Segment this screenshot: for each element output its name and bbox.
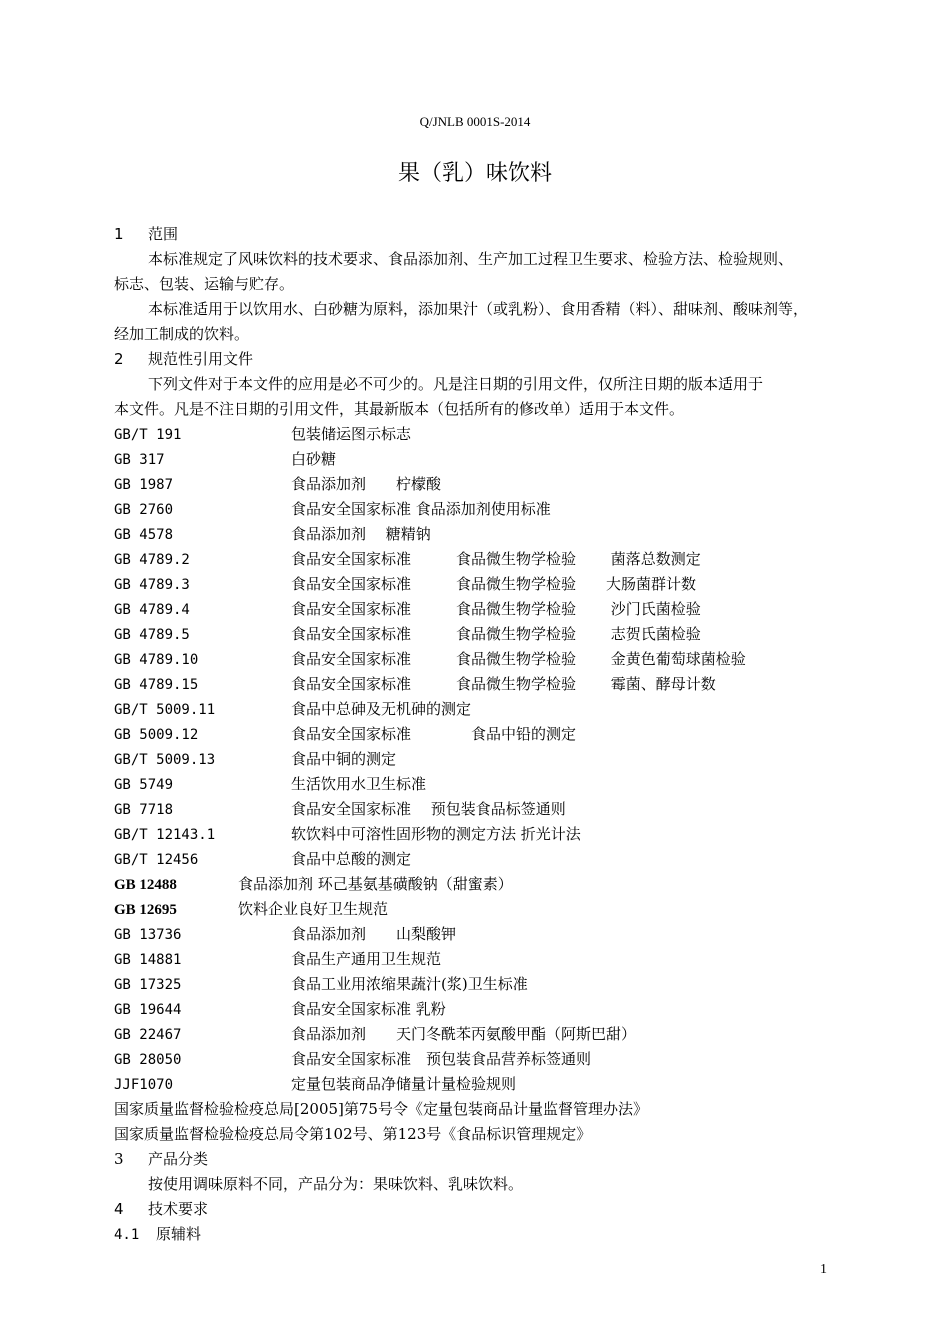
reference-item: [114, 424, 411, 445]
reference-code: GB 5009.12: [114, 727, 199, 743]
page-number: 1: [820, 1262, 827, 1277]
section-4-heading: [114, 1199, 208, 1219]
paragraph: 本文件。凡是不注日期的引用文件，其最新版本（包括所有的修改单）适用于本文件。: [114, 400, 685, 418]
reference-title: 食品安全国家标准 预包装食品标签通则: [291, 800, 566, 818]
reference-code: GB 13736: [114, 927, 182, 943]
reference-title: 食品安全国家标准 食品中铅的测定: [291, 725, 577, 743]
section-number: 4: [114, 1200, 124, 1218]
reference-item: [114, 899, 388, 920]
decree-reference: 国家质量监督检验检疫总局[2005]第75号令《定量包装商品计量监督管理办法》: [114, 1100, 648, 1118]
section-title: 技术要求: [148, 1200, 209, 1218]
reference-item: [114, 799, 566, 820]
reference-item: [114, 924, 456, 945]
section-number: 1: [114, 225, 124, 243]
reference-item: [114, 649, 746, 670]
reference-code: GB/T 191: [114, 427, 182, 443]
reference-title: 包装储运图示标志: [291, 425, 412, 443]
reference-title: 食品添加剂 山梨酸钾: [291, 925, 457, 943]
reference-item: [114, 874, 513, 895]
reference-code: JJF1070: [114, 1077, 174, 1093]
reference-code: GB 28050: [114, 1052, 182, 1068]
subsection-4-1-heading: [114, 1224, 201, 1245]
reference-item: [114, 674, 716, 695]
reference-title: 食品安全国家标准 食品微生物学检验 志贺氏菌检验: [291, 625, 701, 643]
reference-code: GB 5749: [114, 777, 174, 793]
reference-item: [114, 1049, 591, 1070]
reference-item: [114, 1074, 516, 1095]
paragraph: 按使用调味原料不同，产品分为：果味饮料、乳味饮料。: [148, 1175, 524, 1193]
reference-code: GB 4578: [114, 527, 174, 543]
reference-title: 食品中铜的测定: [291, 750, 397, 768]
reference-title: 食品安全国家标准 食品微生物学检验 沙门氏菌检验: [291, 600, 701, 618]
paragraph: 本标准规定了风味饮料的技术要求、食品添加剂、生产加工过程卫生要求、检验方法、检验规则、: [148, 250, 794, 268]
reference-title: 食品安全国家标准 食品添加剂使用标准: [291, 500, 551, 518]
reference-item: [114, 999, 446, 1020]
reference-code: GB 12488: [114, 877, 177, 893]
reference-title: 食品安全国家标准 食品微生物学检验 金黄色葡萄球菌检验: [291, 650, 746, 668]
decree-reference: 国家质量监督检验检疫总局令第102号、第123号《食品标识管理规定》: [114, 1125, 592, 1143]
reference-item: [114, 974, 528, 995]
reference-code: GB 12695: [114, 902, 177, 918]
reference-title: 食品添加剂 天门冬酰苯丙氨酸甲酯（阿斯巴甜）: [291, 1025, 637, 1043]
reference-title: 食品安全国家标准 预包装食品营养标签通则: [291, 1050, 592, 1068]
document-code: Q/JNLB 0001S-2014: [419, 114, 531, 129]
reference-title: 食品安全国家标准 乳粉: [291, 1000, 446, 1018]
reference-code: GB 14881: [114, 952, 182, 968]
reference-code: GB/T 5009.11: [114, 702, 216, 718]
reference-code: GB 17325: [114, 977, 182, 993]
reference-item: [114, 824, 581, 845]
reference-item: [114, 749, 396, 770]
reference-code: GB 19644: [114, 1002, 182, 1018]
reference-title: 食品安全国家标准 食品微生物学检验 菌落总数测定: [291, 550, 701, 568]
reference-code: GB 317: [114, 452, 165, 468]
reference-title: 食品中总酸的测定: [291, 850, 412, 868]
reference-code: GB 4789.10: [114, 652, 199, 668]
section-title: 规范性引用文件: [148, 350, 254, 368]
reference-item: [114, 499, 551, 520]
reference-code: GB 4789.3: [114, 577, 190, 593]
section-number: 3: [114, 1150, 124, 1168]
section-title: 原辅料: [156, 1225, 202, 1243]
reference-title: 食品安全国家标准 食品微生物学检验 霉菌、酵母计数: [291, 675, 716, 693]
reference-item: [114, 549, 701, 570]
reference-title: 食品生产通用卫生规范: [291, 950, 442, 968]
reference-code: GB/T 5009.13: [114, 752, 216, 768]
section-number: 4.1: [114, 1227, 140, 1243]
section-title: 范围: [148, 225, 179, 243]
reference-item: [114, 449, 336, 470]
reference-title: 食品工业用浓缩果蔬汁(浆)卫生标准: [291, 975, 528, 993]
reference-code: GB/T 12456: [114, 852, 199, 868]
reference-item: [114, 1024, 636, 1045]
reference-code: GB 22467: [114, 1027, 182, 1043]
reference-title: 食品添加剂 糖精钠: [291, 525, 431, 543]
reference-item: [114, 724, 576, 745]
section-1-heading: [114, 224, 178, 244]
reference-item: [114, 599, 701, 620]
section-title: 产品分类: [148, 1150, 209, 1168]
document-title: 果（乳）味饮料: [397, 161, 552, 186]
reference-item: [114, 774, 426, 795]
section-3-heading: [114, 1149, 208, 1169]
reference-title: 白砂糖: [291, 450, 337, 468]
reference-code: GB/T 12143.1: [114, 827, 216, 843]
reference-code: GB 2760: [114, 502, 174, 518]
reference-title: 食品添加剂 环己基氨基磺酸钠（甜蜜素）: [238, 875, 513, 893]
reference-title: 食品安全国家标准 食品微生物学检验 大肠菌群计数: [291, 575, 697, 593]
reference-title: 饮料企业良好卫生规范: [238, 900, 389, 918]
reference-item: [114, 849, 411, 870]
reference-item: [114, 699, 471, 720]
reference-code: GB 4789.4: [114, 602, 190, 618]
paragraph: 经加工制成的饮料。: [114, 325, 250, 343]
reference-item: [114, 524, 431, 545]
reference-title: 软饮料中可溶性固形物的测定方法 折光计法: [291, 825, 581, 843]
reference-title: 定量包装商品净储量计量检验规则: [291, 1075, 517, 1093]
paragraph: 下列文件对于本文件的应用是必不可少的。凡是注日期的引用文件，仅所注日期的版本适用于: [148, 375, 764, 393]
reference-title: 食品中总砷及无机砷的测定: [291, 700, 472, 718]
reference-title: 生活饮用水卫生标准: [291, 775, 427, 793]
reference-code: GB 7718: [114, 802, 174, 818]
reference-code: GB 1987: [114, 477, 174, 493]
reference-title: 食品添加剂 柠檬酸: [291, 475, 442, 493]
reference-code: GB 4789.15: [114, 677, 199, 693]
reference-code: GB 4789.2: [114, 552, 190, 568]
paragraph: 本标准适用于以饮用水、白砂糖为原料，添加果汁（或乳粉）、食用香精（料）、甜味剂、酸味剂等，: [148, 300, 809, 318]
paragraph: 标志、包装、运输与贮存。: [114, 275, 295, 293]
section-number: 2: [114, 350, 124, 368]
reference-item: [114, 474, 441, 495]
reference-code: GB 4789.5: [114, 627, 190, 643]
reference-item: [114, 624, 701, 645]
section-2-heading: [114, 349, 253, 369]
reference-item: [114, 574, 696, 595]
reference-item: [114, 949, 441, 970]
